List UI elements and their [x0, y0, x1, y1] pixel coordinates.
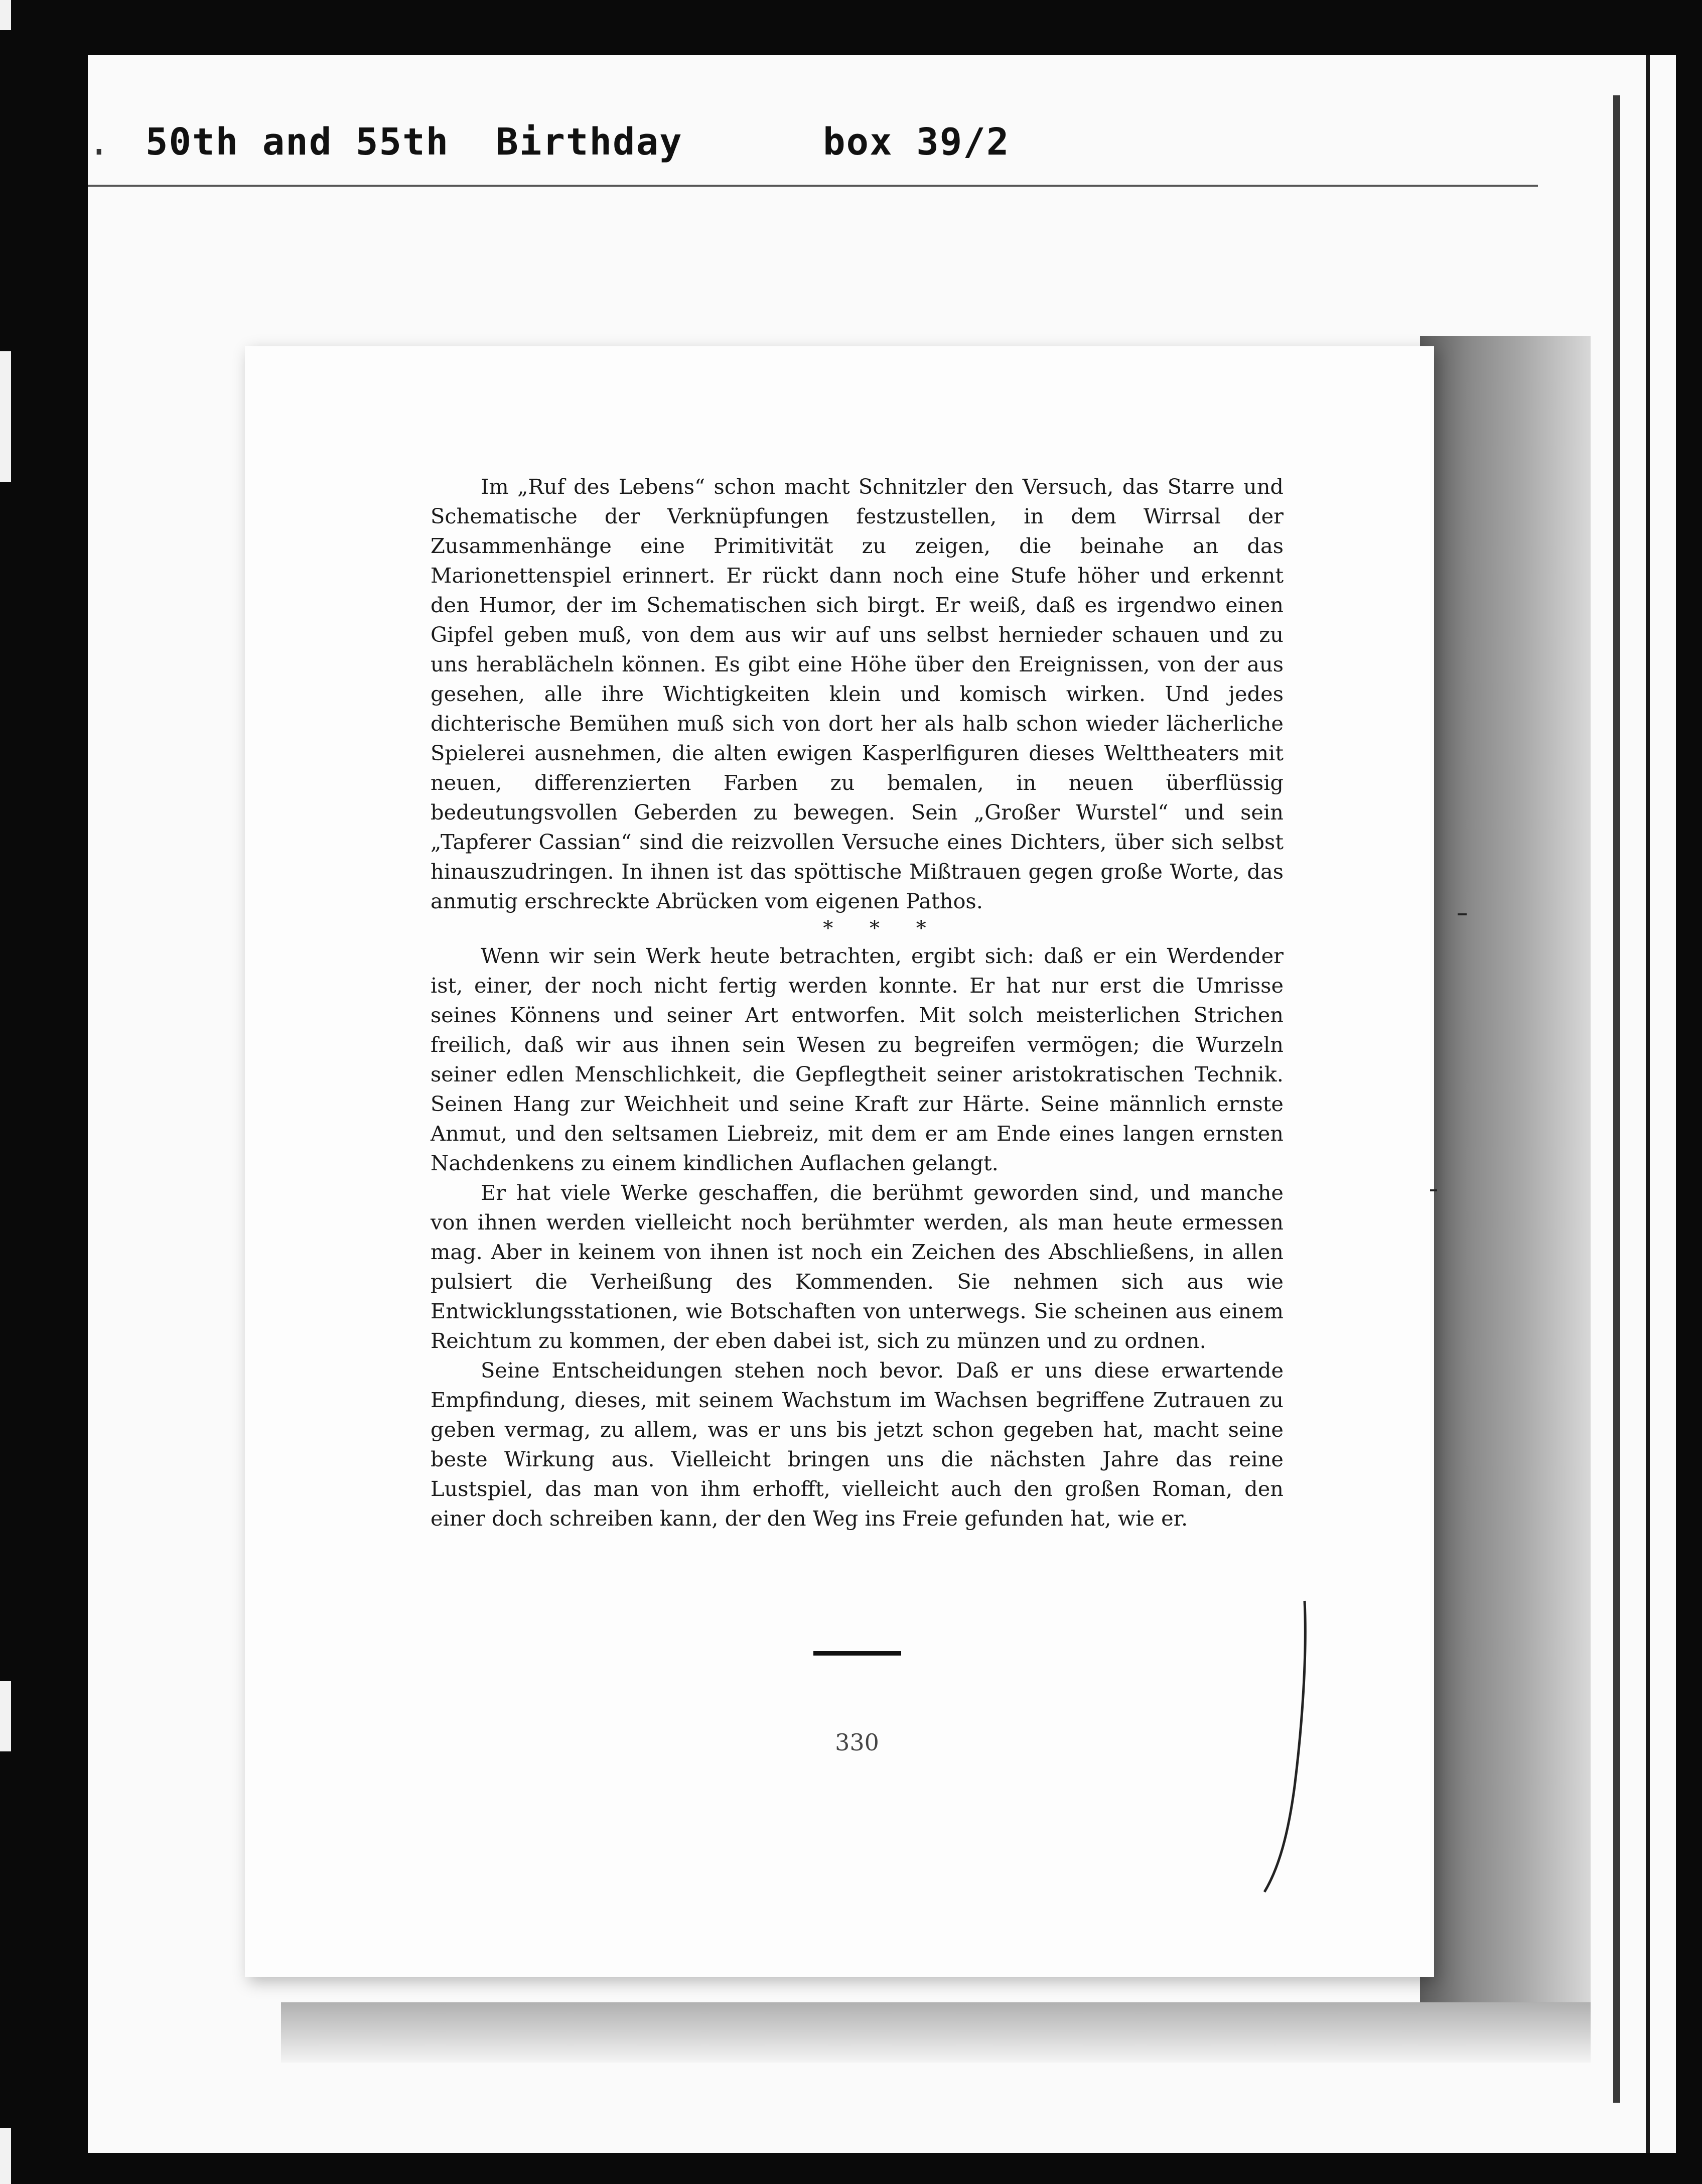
edge-mark [1430, 1189, 1437, 1191]
article-body [431, 472, 1284, 1533]
board-edge [1646, 55, 1650, 2153]
article-paragraph: Er hat viele Werke geschaffen, die berühmt geworden sind, und manche von ihnen werden vielleicht noch berühmter werden, als man heute ermessen mag. Aber in keinem von ihnen ist noch ein Zeichen des Abschließens, in allen pulsiert die Verheißung des Kommenden. Sie nehmen sich aus wie Entwicklungsstationen, wie Botschaften von unterwegs. Sie scheinen aus einem Reichtum zu kommen, der eben dabei ist, sich zu münzen und zu ordnen. [431, 1180, 1284, 1353]
film-perforation [0, 1681, 11, 1751]
edge-mark [1458, 913, 1467, 915]
newspaper-clipping [245, 346, 1434, 1977]
article-paragraph: Wenn wir sein Werk heute betrachten, ergibt sich: daß er ein Werdender ist, einer, der noch nicht fertig werden konnte. Er hat nur erst die Umrisse seines Könnens und seiner Art entworfen. Mit solch meisterlichen Strichen freilich, daß wir aus ihnen sein Wesen zu begreifen vermögen; die Wurzeln seiner edlen Menschlichkeit, die Gepflegtheit seiner aristokratischen Technik. Seinen Hang zur Weichheit und seine Kraft zur Härte. Seine männlich ernste Anmut, und den seltsamen Liebreiz, mit dem er am Ende eines langen ernsten Nachdenkens zu einem kindlichen Auflachen gelangt. [431, 943, 1284, 1175]
header-rule [88, 185, 1538, 187]
header-prefix: . [88, 120, 110, 164]
film-perforation [0, 2128, 11, 2184]
end-rule [813, 1651, 901, 1656]
film-perforation [0, 351, 11, 482]
board-shadow [1420, 336, 1591, 2032]
pencil-mark [1259, 1596, 1320, 1897]
article-paragraph: Im „Ruf des Lebens“ schon macht Schnitzler den Versuch, das Starre und Schematische der Verknüpfungen festzustellen, in dem Wirrsal der Zusammenhänge eine Primitivität zu zeigen, die beinahe an das Marionettenspiel erinnert. Er rückt dann noch eine Stufe höher und erkennt den Humor, der im Schematischen sich birgt. Er weiß, daß es irgendwo einen Gipfel geben muß, von dem aus wir auf uns selbst hernieder schauen und zu uns herablächeln können. Es gibt eine Höhe über den Ereignissen, von der aus gesehen, alle ihre Wichtigkeiten klein und komisch wirken. Und jedes dichterische Bemühen muß sich von dort her als halb schon wieder lächerliche Spielerei ausnehmen, die alten ewigen Kasperlfiguren dieses Welttheaters mit neuen, differenzierten Farben zu bemalen, in neuen überflüssig bedeutungsvollen Geberden zu bewegen. Sein „Großer Wurstel“ und sein „Tapferer Cassian“ sind die reizvollen Versuche eines Dichters, über sich selbst hinauszudringen. In ihnen ist das spöttische Mißtrauen gegen große Worte, das anmutig erschreckte Abrücken vom eigenen Pathos. [431, 474, 1284, 913]
film-perforation [0, 0, 11, 30]
section-separator: * * * [823, 917, 941, 940]
header-label: 50th and 55th Birthday box 39/2 [146, 120, 1010, 164]
board-edge [1613, 95, 1620, 2103]
board-shadow-bottom [281, 2002, 1591, 2063]
article-paragraph: Seine Entscheidungen stehen noch bevor. Daß er uns diese erwartende Empfindung, dieses, mit seinem Wachstum im Wachsen begriffene Zutrauen zu geben vermag, zu allem, was er uns bis jetzt schon gegeben hat, macht seine beste Wirkung aus. Vielleicht bringen uns die nächsten Jahre das reine Lustspiel, das man von ihm erhofft, vielleicht auch den großen Roman, den einer doch schreiben kann, der den Weg ins Freie gefunden hat, wie er. [431, 1358, 1284, 1531]
archive-header [88, 120, 1538, 186]
page-number: 330 [835, 1729, 879, 1756]
